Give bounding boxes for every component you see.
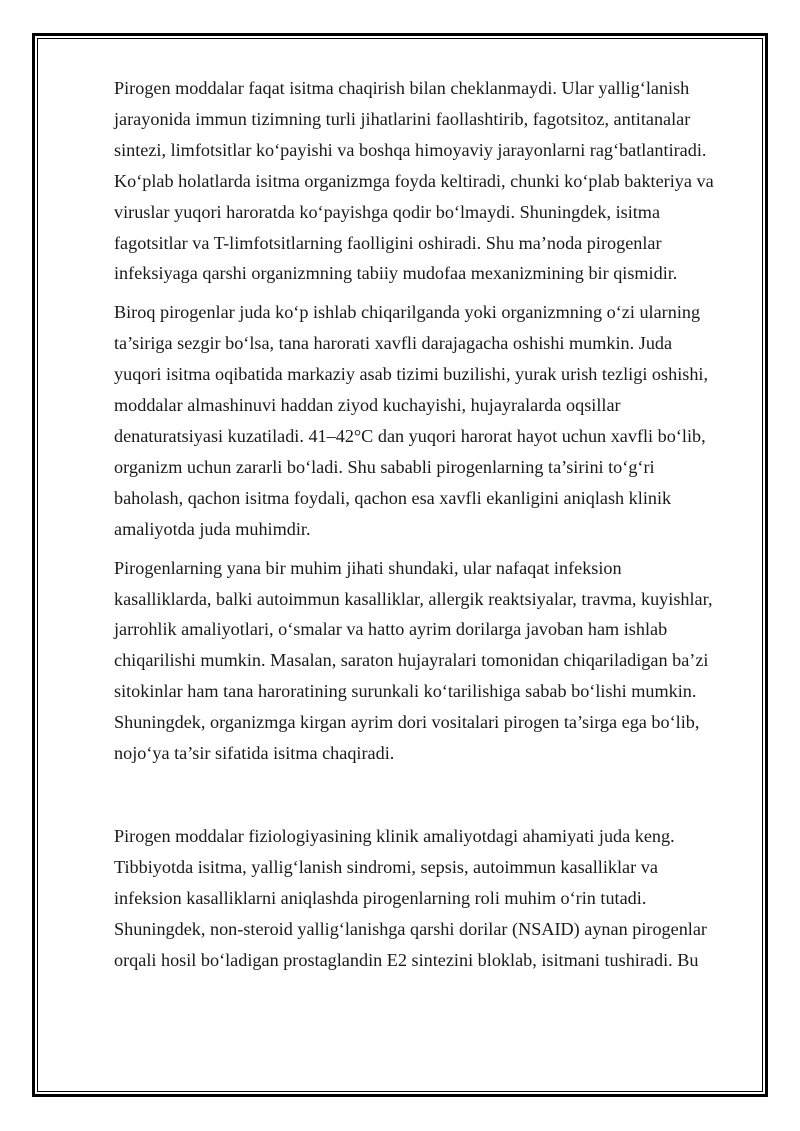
document-body <box>114 73 750 983</box>
text-line: chiqarilishi mumkin. Masalan, saraton hujayralari tomonidan chiqariladigan ba’zi <box>114 650 709 671</box>
text-line: organizm uchun zararli bo‘ladi. Shu sababli pirogenlarning ta’sirini to‘g‘ri <box>114 456 655 477</box>
text-line: orqali hosil bo‘ladigan prostaglandin E2 sintezini bloklab, isitmani tushiradi. Bu <box>114 949 699 970</box>
text-line: sitokinlar ham tana haroratining surunkali ko‘tarilishiga sabab bo‘lishi mumkin. <box>114 681 697 702</box>
text-line: Pirogen moddalar faqat isitma chaqirish bilan cheklanmaydi. Ular yallig‘lanish <box>114 78 690 98</box>
paragraph-1 <box>114 73 750 289</box>
text-line: Tibbiyotda isitma, yallig‘lanish sindromi, sepsis, autoimmun kasalliklar va <box>114 856 658 877</box>
text-line: denaturatsiyasi kuzatiladi. 41–42°C dan yuqori harorat hayot uchun xavfli bo‘lib, <box>114 425 706 446</box>
text-line: jarayonida immun tizimning turli jihatlarini faollashtirib, fagotsitoz, antitanalar <box>114 108 691 129</box>
text-line: moddalar almashinuvi haddan ziyod kuchayishi, hujayralarda oqsillar <box>114 395 621 416</box>
text-line: infeksion kasalliklarni aniqlashda pirogenlarning roli muhim o‘rin tutadi. <box>114 887 647 908</box>
paragraph-4 <box>114 821 750 976</box>
text-line: nojo‘ya ta’sir sifatida isitma chaqiradi. <box>114 743 395 764</box>
text-line: Pirogen moddalar fiziologiyasining klinik amaliyotdagi ahamiyati juda keng. <box>114 825 675 846</box>
text-line: kasalliklarda, balki autoimmun kasalliklar, allergik reaktsiyalar, travma, kuyishlar, <box>114 588 713 609</box>
text-line: infeksiyaga qarshi organizmning tabiiy mudofaa mexanizmining bir qismidir. <box>114 263 678 284</box>
text-line: Pirogenlarning yana bir muhim jihati shundaki, ular nafaqat infeksion <box>114 557 622 578</box>
text-line: Shuningdek, organizmga kirgan ayrim dori vositalari pirogen ta’sirga ega bo‘lib, <box>114 712 700 733</box>
text-line: Ko‘plab holatlarda isitma organizmga foyda keltiradi, chunki ko‘plab bakteriya va <box>114 170 714 191</box>
text-line: jarrohlik amaliyotlari, o‘smalar va hatto ayrim dorilarga javoban ham ishlab <box>114 619 668 640</box>
text-line: sintezi, limfotsitlar ko‘payishi va boshqa himoyaviy jarayonlarni rag‘batlantiradi. <box>114 139 707 160</box>
paragraph-3 <box>114 553 750 769</box>
text-line: ta’siriga sezgir bo‘lsa, tana harorati xavfli darajagacha oshishi mumkin. Juda <box>114 333 673 354</box>
text-line: Biroq pirogenlar juda ko‘p ishlab chiqarilganda yoki organizmning o‘zi ularning <box>114 302 701 323</box>
text-line: amaliyotda juda muhimdir. <box>114 518 311 539</box>
text-line: Shuningdek, non-steroid yallig‘lanishga qarshi dorilar (NSAID) aynan pirogenlar <box>114 918 707 939</box>
text-line: fagotsitlar va T-limfotsitlarning faolligini oshiradi. Shu ma’noda pirogenlar <box>114 232 662 253</box>
text-line: yuqori isitma oqibatida markaziy asab tizimi buzilishi, yurak urish tezligi oshishi, <box>114 364 709 385</box>
text-line: baholash, qachon isitma foydali, qachon esa xavfli ekanligini aniqlash klinik <box>114 487 672 508</box>
paragraph-2 <box>114 297 750 544</box>
text-line: viruslar yuqori haroratda ko‘payishga qodir bo‘lmaydi. Shuningdek, isitma <box>114 201 661 222</box>
